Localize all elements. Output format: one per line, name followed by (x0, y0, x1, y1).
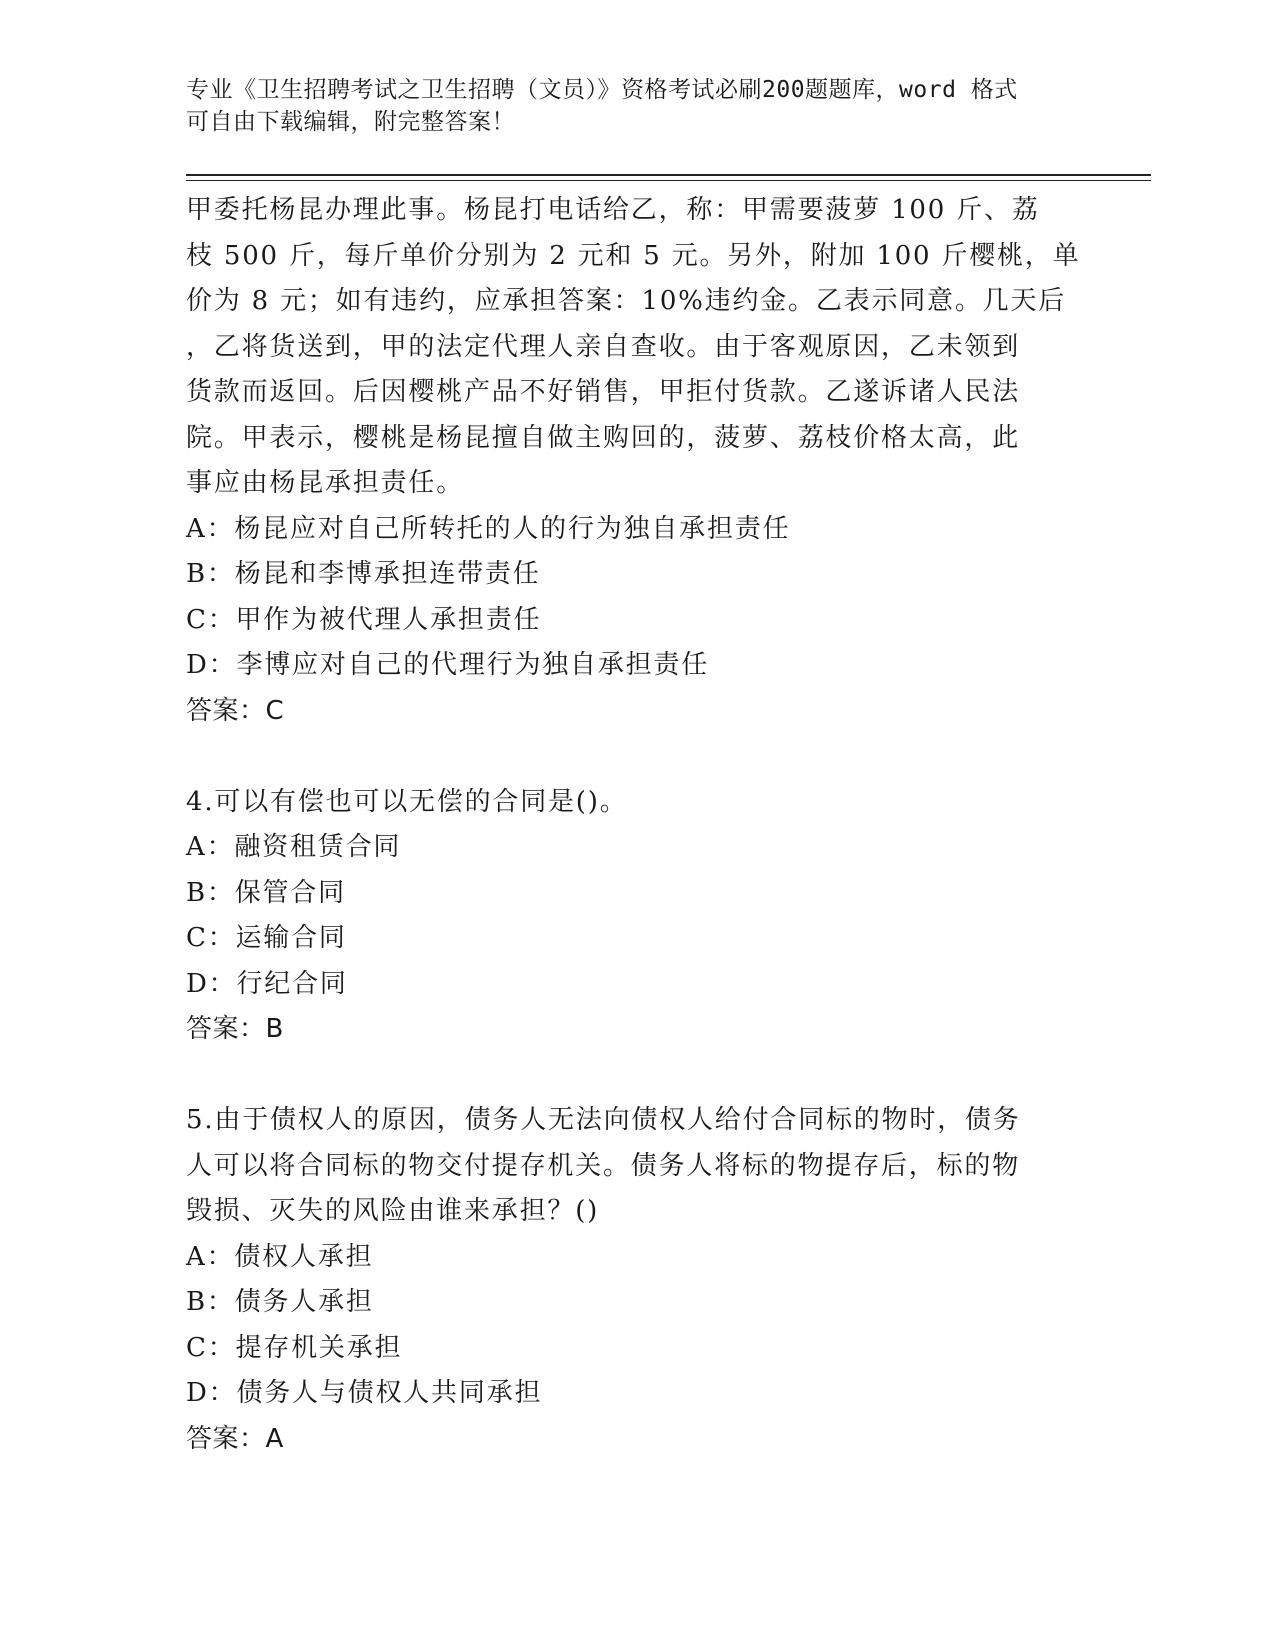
option-d: D：债务人与债权人共同承担 (186, 1378, 543, 1408)
header-rule-thin (186, 180, 1151, 181)
header-line: 可自由下载编辑，附完整答案！ (186, 109, 515, 135)
question-stem-line: 枝 500 斤，每斤单价分别为 2 元和 5 元。另外，附加 100 斤樱桃，单 (186, 240, 1081, 271)
answer-line: 答案：A (186, 1423, 284, 1454)
option-d: D：行纪合同 (186, 968, 348, 999)
option-c: C：提存机关承担 (186, 1332, 403, 1363)
question-stem-line: 货款而返回。后因樱桃产品不好销售，甲拒付货款。乙遂诉诸人民法 (186, 377, 1021, 407)
option-c: C：运输合同 (186, 923, 347, 953)
option-b: B：杨昆和李博承担连带责任 (186, 559, 541, 589)
question-stem-line: 人可以将合同标的物交付提存机关。债务人将标的物提存后，标的物 (186, 1150, 1021, 1181)
option-c: C：甲作为被代理人承担责任 (186, 604, 542, 635)
question-stem-line: 5.由于债权人的原因，债务人无法向债权人给付合同标的物时，债务 (186, 1105, 1021, 1135)
answer-line: 答案：B (186, 1014, 284, 1044)
header-line: 专业《卫生招聘考试之卫生招聘（文员）》资格考试必刷200题题库，word 格式 (186, 77, 1018, 103)
question-stem-line: 毁损、灭失的风险由谁来承担？() (186, 1196, 600, 1226)
question-stem-line: 4.可以有偿也可以无偿的合同是()。 (186, 786, 628, 817)
option-a: A：杨昆应对自己所转托的人的行为独自承担责任 (186, 513, 791, 544)
option-a: A：融资租赁合同 (186, 832, 402, 862)
spacer (186, 734, 1066, 780)
header-rule-thick (186, 174, 1151, 176)
question-list (186, 188, 1081, 1462)
option-d: D：李博应对自己的代理行为独自承担责任 (186, 650, 710, 680)
question-stem-line: 院。甲表示，樱桃是杨昆擅自做主购回的，菠萝、荔枝价格太高，此 (186, 422, 1021, 453)
document-header (186, 74, 1066, 138)
question-4 (186, 780, 1066, 1053)
option-b: B：保管合同 (186, 877, 346, 908)
question-stem-line: 甲委托杨昆办理此事。杨昆打电话给乙，称：甲需要菠萝 100 斤、荔 (186, 195, 1040, 225)
question-stem-line: 价为 8 元；如有违约，应承担答案：10%违约金。乙表示同意。几天后 (186, 286, 1067, 316)
spacer (186, 1053, 1066, 1099)
question-3 (186, 188, 1081, 734)
question-stem-line: ，乙将货送到，甲的法定代理人亲自查收。由于客观原因，乙未领到 (186, 331, 1021, 362)
option-b: B：债务人承担 (186, 1287, 374, 1317)
answer-line: 答案：C (186, 695, 285, 726)
question-5 (186, 1098, 1066, 1462)
option-a: A：债权人承担 (186, 1241, 374, 1272)
question-stem-line: 事应由杨昆承担责任。 (186, 468, 465, 498)
